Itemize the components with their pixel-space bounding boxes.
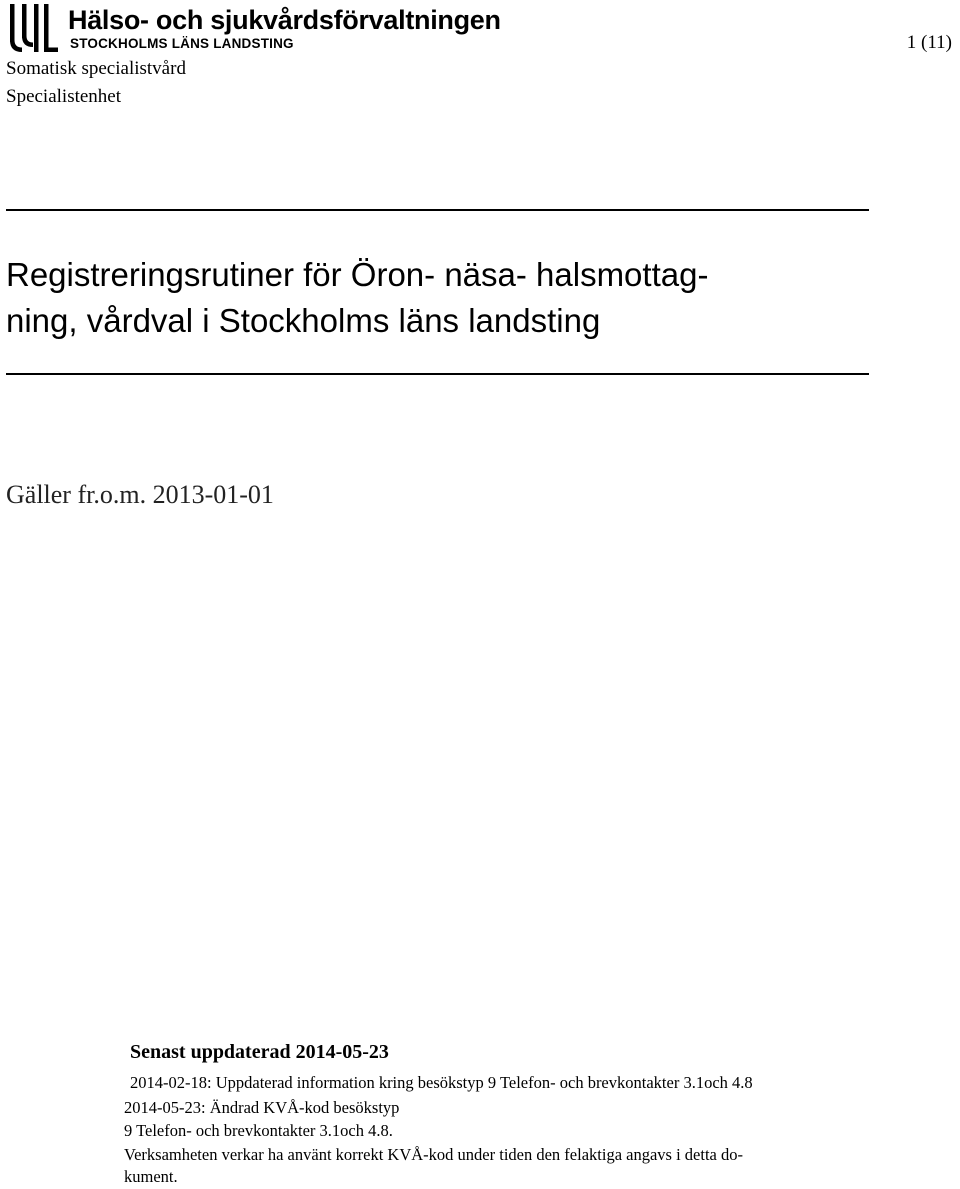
revision-entry-2-line-1: 2014-05-23: Ändrad KVÅ-kod besökstyp [124,1098,400,1117]
department: Somatisk specialistvård [6,58,186,79]
last-updated-heading: Senast uppdaterad 2014-05-23 [130,1041,389,1063]
revision-entry-1: 2014-02-18: Uppdaterad information kring besökstyp 9 Telefon- och brevkontakter 3.1och 4.8 [130,1073,753,1092]
logo-org-sub: STOCKHOLMS LÄNS LANDSTING [70,36,294,51]
document-title-line-1: Registreringsrutiner för Öron- näsa- halsmottag- [6,256,709,293]
sll-logo-mark-icon [8,2,60,54]
org-logo [8,2,548,54]
valid-from-date: Gäller fr.o.m. 2013-01-01 [6,480,274,509]
title-bottom-rule [6,373,869,375]
revision-entry-3-line-2: kument. [124,1167,178,1186]
page-number: 1 (11) [906,32,952,53]
logo-org-name: Hälso- och sjukvårdsförvaltningen [68,5,501,35]
document-title-line-2: ning, vårdval i Stockholms läns landsting [6,302,601,339]
revision-entry-3-line-1: Verksamheten verkar ha använt korrekt KVÅ-kod under tiden den felaktiga angavs i detta do- [124,1145,743,1164]
document-title [6,252,906,344]
unit: Specialistenhet [6,86,122,107]
title-top-rule [6,209,869,211]
revision-entry-2-line-2: 9 Telefon- och brevkontakter 3.1och 4.8. [124,1121,393,1140]
